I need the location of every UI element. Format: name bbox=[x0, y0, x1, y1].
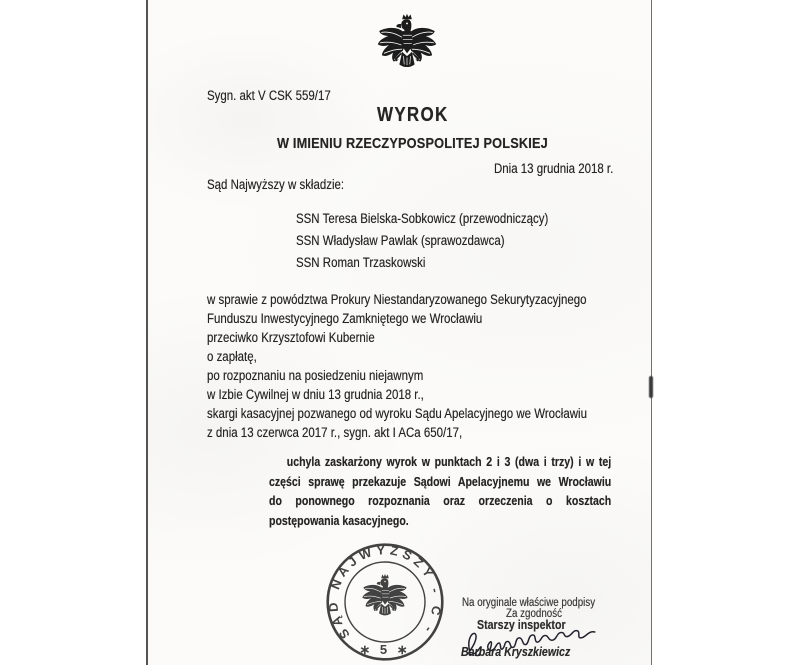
case-line: w Izbie Cywilnej w dniu 13 grudnia 2018 r., bbox=[207, 387, 424, 402]
case-number: Sygn. akt V CSK 559/17 bbox=[207, 88, 331, 103]
case-line: przeciwko Krzysztofowi Kubernie bbox=[207, 330, 375, 345]
case-line: w sprawie z powództwa Prokury Niestandaryzowanego Sekurytyzacyjnego bbox=[207, 292, 587, 307]
judge-line: SSN Władysław Pawlak (sprawozdawca) bbox=[296, 233, 505, 248]
ruling-paragraph bbox=[269, 453, 611, 531]
scan-smudge bbox=[649, 376, 653, 398]
ruling-line: części sprawę przekazuje Sądowi Apelacyjnemu we Wrocławiu bbox=[269, 474, 612, 489]
coat-of-arms-icon bbox=[372, 13, 442, 70]
signatory-name: Barbara Kryszkiewicz bbox=[461, 645, 571, 659]
stamp-number: ∗ 5 ∗ bbox=[359, 642, 411, 657]
stamp-eagle-icon bbox=[362, 574, 407, 615]
ruling-line: postępowania kasacyjnego. bbox=[269, 513, 409, 528]
judgment-subtitle: W IMIENIU RZECZYPOSPOLITEJ POLSKIEJ bbox=[277, 135, 548, 152]
case-line: z dnia 13 czerwca 2017 r., sygn. akt I ACa 650/17, bbox=[207, 425, 463, 440]
page-left-edge bbox=[146, 0, 148, 665]
page-right-edge bbox=[651, 0, 652, 665]
judge-line: SSN Teresa Bielska-Sobkowicz (przewodniczący) bbox=[296, 211, 549, 226]
judgment-date: Dnia 13 grudnia 2018 r. bbox=[494, 161, 614, 176]
case-line: skargi kasacyjnej pozwanego od wyroku Sądu Apelacyjnego we Wrocławiu bbox=[207, 406, 587, 421]
stamp-ring-text: SĄD NAJWYŻSZY - C - bbox=[326, 543, 444, 642]
case-line: o zapłatę, bbox=[207, 349, 257, 364]
certification-line-1: Na oryginale właściwe podpisy bbox=[462, 597, 596, 609]
court-stamp bbox=[324, 541, 446, 663]
judge-line: SSN Roman Trzaskowski bbox=[296, 255, 426, 270]
certification-line-2: Za zgodność bbox=[506, 608, 562, 620]
panel-heading: Sąd Najwyższy w składzie: bbox=[207, 177, 345, 192]
ruling-line: do ponownego rozpoznania oraz orzeczenia o kosztach bbox=[269, 494, 612, 508]
case-line: Funduszu Inwestycyjnego Zamkniętego we Wrocławiu bbox=[207, 311, 483, 326]
case-line: po rozpoznaniu na posiedzeniu niejawnym bbox=[207, 368, 424, 383]
ruling-line: uchyla zaskarżony wyrok w punktach 2 i 3 (dwa i trzy) i w tej bbox=[286, 455, 612, 469]
certification-line-3: Starszy inspektor bbox=[477, 618, 566, 632]
judgment-title: WYROK bbox=[377, 104, 449, 126]
